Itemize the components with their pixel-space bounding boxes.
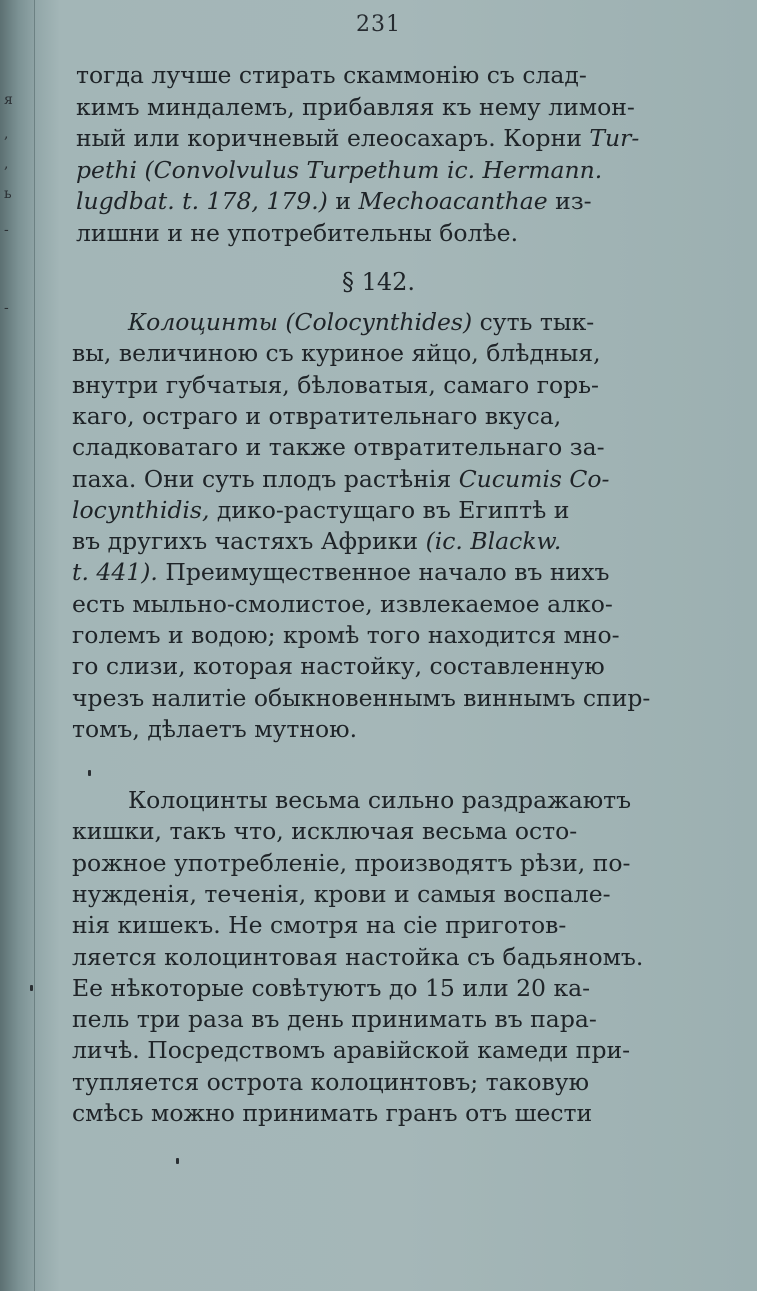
- text-run: Ее нѣкоторые совѣтуютъ до 15 или 20 ка-: [72, 973, 591, 1002]
- text-line: [72, 942, 712, 972]
- text-run: ный или коричневый елеосахаръ. Корни: [76, 124, 590, 152]
- italic-text: lugdbat. t. 178, 179.): [76, 187, 328, 215]
- text-run: внутри губчатыя, бѣловатыя, самаго горь-: [72, 370, 599, 399]
- text-run: и: [327, 187, 359, 215]
- text-line: [72, 1098, 712, 1128]
- italic-text: pethi (Convolvulus Turpethum ic. Hermann.: [76, 155, 603, 184]
- text-run: нія кишекъ. Не смотря на сіе приготов-: [72, 911, 567, 940]
- margin-mark: ,: [4, 126, 9, 142]
- text-run: тогда лучше стирать скаммонію съ слад-: [76, 61, 587, 89]
- text-line: [76, 123, 712, 153]
- text-run: кишки, такъ что, исключая весьма осто-: [72, 817, 578, 846]
- text-run: паха. Они суть плодъ растѣнія: [72, 464, 459, 493]
- text-line: [72, 495, 712, 525]
- text-run: ляется колоцинтовая настойка съ бадьяномъ.: [72, 942, 644, 971]
- text-line: [72, 338, 712, 368]
- italic-text: Tur-: [589, 124, 640, 152]
- margin-mark: ,: [4, 156, 9, 172]
- ink-spot: [88, 770, 91, 776]
- italic-text: t. 441).: [72, 558, 158, 587]
- margin-mark: -: [4, 300, 9, 316]
- text-line: [72, 683, 712, 713]
- text-line: [72, 432, 712, 462]
- text-run: рожное употребленіе, производятъ рѣзи, по-: [72, 848, 631, 877]
- text-run: сладковатаго и также отвратительнаго за-: [72, 433, 605, 462]
- text-line: [72, 879, 712, 909]
- text-line: [76, 218, 712, 248]
- text-line: [72, 401, 712, 431]
- text-run: кимъ миндалемъ, прибавляя къ нему лимон-: [76, 92, 635, 121]
- section-heading: § 142.: [341, 268, 416, 296]
- text-run: Преимущественное начало въ нихъ: [157, 558, 610, 587]
- text-line: [72, 651, 712, 681]
- text-run: го слизи, которая настойку, составленную: [72, 652, 605, 681]
- text-line: [76, 60, 712, 90]
- text-run: нужденія, теченія, крови и самыя воспале-: [72, 879, 611, 908]
- text-line: [72, 1067, 712, 1097]
- text-run: Колоцинты весьма сильно раздражаютъ: [128, 786, 632, 814]
- text-run: есть мыльно-смолистое, извлекаемое алко-: [72, 589, 613, 618]
- text-line: [76, 155, 712, 185]
- text-line: [72, 464, 712, 494]
- text-line: [76, 186, 712, 216]
- text-line: [72, 589, 712, 619]
- text-run: пель три раза въ день принимать въ пара-: [72, 1005, 597, 1034]
- text-line: [72, 848, 712, 878]
- text-run: чрезъ налитіе обыкновеннымъ виннымъ спир-: [72, 683, 651, 712]
- italic-text: Mechoacanthae: [358, 187, 548, 215]
- text-line: [72, 910, 712, 940]
- margin-mark: -: [4, 222, 9, 238]
- italic-text: (ic. Blackw.: [425, 527, 562, 556]
- text-run: из-: [547, 187, 592, 215]
- text-run: личѣ. Посредствомъ аравійской камеди при-: [72, 1036, 631, 1065]
- italic-text: Колоцинты (Colocynthides): [128, 308, 473, 336]
- text-line: [72, 557, 712, 587]
- text-line: [72, 714, 712, 744]
- text-run: смѣсь можно принимать гранъ отъ шести: [72, 1099, 593, 1127]
- text-line: [128, 307, 712, 337]
- ink-spot: [30, 985, 33, 991]
- text-line: [72, 973, 712, 1003]
- text-run: каго, остраго и отвратительнаго вкуса,: [72, 401, 562, 430]
- text-run: вы, величиною съ куриное яйцо, блѣдныя,: [72, 339, 601, 368]
- text-run: големъ и водою; кромѣ того находится мно-: [72, 621, 620, 649]
- text-line: [72, 1035, 712, 1065]
- text-line: [76, 92, 712, 122]
- left-margin-fragment: [0, 0, 35, 1291]
- text-line: [72, 1004, 712, 1034]
- margin-mark: я: [4, 92, 13, 108]
- text-line: [72, 526, 712, 556]
- text-line: [72, 620, 712, 650]
- text-run: въ другихъ частяхъ Африки: [72, 527, 426, 556]
- text-line: [72, 370, 712, 400]
- text-run: суть тык-: [472, 308, 595, 336]
- page-number: 231: [356, 12, 401, 37]
- text-run: дико-растущаго въ Египтѣ и: [209, 495, 570, 524]
- text-line: [128, 785, 712, 815]
- margin-mark: ь: [4, 186, 12, 202]
- text-run: томъ, дѣлаетъ мутною.: [72, 714, 358, 743]
- italic-text: locynthidis,: [72, 495, 210, 524]
- text-run: лишни и не употребительны болѣе.: [76, 218, 519, 247]
- text-line: [72, 816, 712, 846]
- italic-text: Cucumis Co-: [458, 464, 610, 493]
- ink-spot: [176, 1158, 179, 1164]
- text-run: тупляется острота колоцинтовъ; таковую: [72, 1067, 590, 1096]
